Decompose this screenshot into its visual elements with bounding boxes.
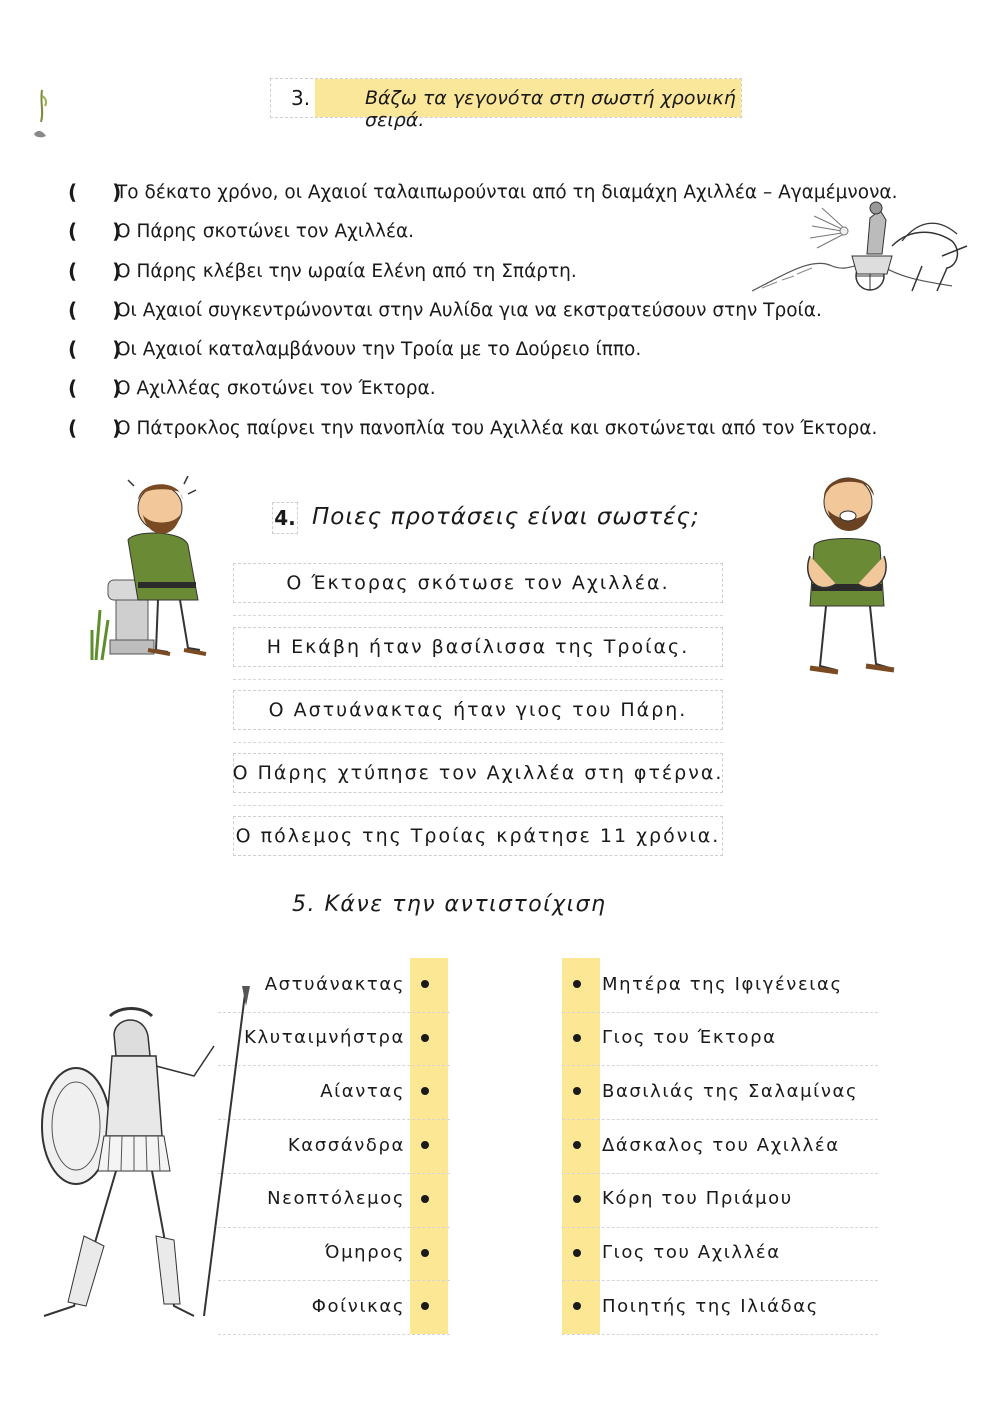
section4-title: Ποιες προτάσεις είναι σωστές; [312,504,700,530]
right-connector-dot[interactable] [573,1249,581,1257]
match-left-item: Όμηρος [324,1242,405,1263]
section3-title: Βάζω τα γεγονότα στη σωστή χρονική σειρά. [365,87,736,131]
laughing-man-illustration [796,466,896,681]
match-right-item: Μητέρα της Ιφιγένειας [602,973,843,995]
order-answer-slot[interactable]: ( ) [68,337,136,361]
statement-option[interactable]: Ο Αστυάνακτας ήταν γιος του Πάρη. [233,690,723,730]
chariot-illustration [752,196,972,296]
order-event-text: Οι Αχαιοί καταλαμβάνουν την Τροία με το Δούρειο ίππο. [116,338,642,360]
match-right-item: Κόρη του Πριάμου [602,1188,793,1210]
statement-divider [233,615,723,616]
match-left-item: Κλυταιμνήστρα [244,1027,405,1049]
section3-highlight [315,79,741,131]
statement-option[interactable]: Ο Έκτορας σκότωσε τον Αχιλλέα. [233,563,723,603]
order-answer-slot[interactable]: ( ) [68,219,136,243]
order-answer-slot[interactable]: ( ) [68,180,136,204]
hoplite-warrior-illustration [24,986,254,1326]
statement-divider [233,742,723,743]
section3-number: 3. [291,86,311,110]
order-event-text: Ο Αχιλλέας σκοτώνει τον Έκτορα. [116,377,436,399]
match-row-divider [562,1334,878,1335]
left-connector-dot[interactable] [421,980,429,988]
left-connector-dot[interactable] [421,1195,429,1203]
order-event-text: Ο Πάρης σκοτώνει τον Αχιλλέα. [116,220,415,242]
match-left-item: Νεοπτόλεμος [267,1188,405,1210]
match-right-item: Ποιητής της Ιλιάδας [602,1295,819,1317]
statement-option[interactable]: Η Εκάβη ήταν βασίλισσα της Τροίας. [233,627,723,667]
match-right-item: Βασιλιάς της Σαλαμίνας [602,1080,859,1102]
match-row-divider [218,1334,450,1335]
order-item [68,295,822,325]
match-right-item: Δάσκαλος του Αχιλλέα [602,1134,840,1156]
match-right-item: Γιος του Έκτορα [602,1027,777,1049]
order-item [68,216,414,246]
statement-option[interactable]: Ο Πάρης χτύπησε τον Αχιλλέα στη φτέρνα. [233,753,723,793]
plant-sprig-icon [30,88,52,143]
order-answer-slot[interactable]: ( ) [68,376,136,400]
statement-divider [233,679,723,680]
order-item [68,334,641,364]
match-left-item: Κασσάνδρα [287,1134,405,1156]
match-left-item: Αίαντας [320,1080,405,1102]
order-item [68,413,877,443]
order-event-text: Το δέκατο χρόνο, οι Αχαιοί ταλαιπωρούνται από τη διαμάχη Αχιλλέα – Αγαμέμνονα. [116,181,898,203]
order-answer-slot[interactable]: ( ) [68,416,136,440]
right-connector-dot[interactable] [573,980,581,988]
order-answer-slot[interactable]: ( ) [68,259,136,283]
thinking-man-illustration [88,470,218,670]
order-item [68,373,436,403]
statement-divider [233,805,723,806]
order-item [68,256,577,286]
order-event-text: Οι Αχαιοί συγκεντρώνονται στην Αυλίδα για να εκστρατεύσουν στην Τροία. [116,299,822,321]
section4-number: 4. [272,502,298,534]
order-event-text: Ο Πάτροκλος παίρνει την πανοπλία του Αχιλλέα και σκοτώνεται από τον Έκτορα. [116,417,878,439]
right-dot-column [562,958,600,1334]
statement-option[interactable]: Ο πόλεμος της Τροίας κράτησε 11 χρόνια. [233,816,723,856]
order-event-text: Ο Πάρης κλέβει την ωραία Ελένη από τη Σπάρτη. [116,260,577,282]
match-left-item: Αστυάνακτας [264,973,405,995]
match-right-item: Γιος του Αχιλλέα [602,1242,781,1263]
order-answer-slot[interactable]: ( ) [68,298,136,322]
section5-title: 5. Κάνε την αντιστοίχιση [292,892,607,917]
section3-heading [270,78,742,131]
left-dot-column [410,958,448,1334]
left-connector-dot[interactable] [421,1249,429,1257]
right-connector-dot[interactable] [573,1034,581,1042]
right-connector-dot[interactable] [573,1195,581,1203]
match-left-item: Φοίνικας [311,1295,405,1317]
left-connector-dot[interactable] [421,1034,429,1042]
